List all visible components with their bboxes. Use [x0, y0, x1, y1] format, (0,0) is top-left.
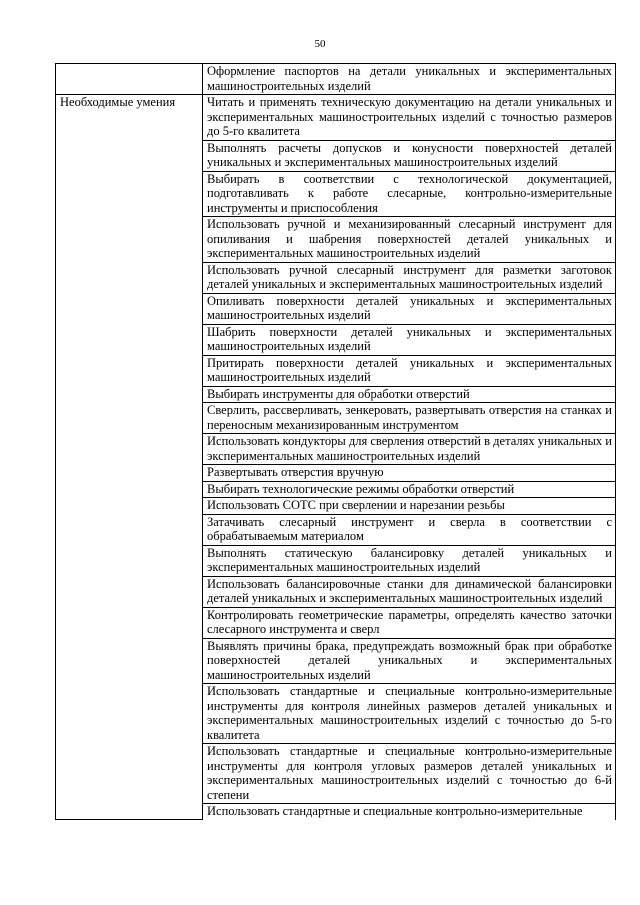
- table-cell: Выбирать в соответствии с технологической документацией, подготавливать к работе слесарные, контрольно-измерительные инструменты и приспособления: [203, 171, 616, 217]
- table-cell: Выявлять причины брака, предупреждать возможный брак при обработке поверхностей деталей уникальных и экспериментальных машиностроительных изделий: [203, 638, 616, 684]
- table-cell: Опиливать поверхности деталей уникальных и экспериментальных машиностроительных изделий: [203, 293, 616, 324]
- table-cell: Выбирать инструменты для обработки отверстий: [203, 386, 616, 403]
- section-label: Необходимые умения: [56, 95, 203, 820]
- table-cell: Выбирать технологические режимы обработки отверстий: [203, 481, 616, 498]
- table-cell: Затачивать слесарный инструмент и сверла в соответствии с обрабатываемым материалом: [203, 514, 616, 545]
- table-cell: Оформление паспортов на детали уникальных и экспериментальных машиностроительных изделий: [203, 64, 616, 95]
- table-cell: Использовать стандартные и специальные контрольно-измерительные инструменты для контроля угловых размеров деталей уникальных и экспериментальных машиностроительных изделий с точностью до 6-й степени: [203, 744, 616, 804]
- table-cell: Использовать стандартные и специальные контрольно-измерительные: [203, 804, 616, 820]
- table-cell: Читать и применять техническую документацию на детали уникальных и экспериментальных машиностроительных изделий с точностью размеров до 5-го квалитета: [203, 95, 616, 141]
- table-cell: Сверлить, рассверливать, зенкеровать, развертывать отверстия на станках и переносным механизированным инструментом: [203, 403, 616, 434]
- table-cell: Использовать СОТС при сверлении и нарезании резьбы: [203, 498, 616, 515]
- table-cell: Использовать ручной и механизированный слесарный инструмент для опиливания и шабрения поверхностей деталей уникальных и экспериментальных машиностроительных изделий: [203, 217, 616, 263]
- table-row: [56, 95, 616, 141]
- table-cell: Использовать стандартные и специальные контрольно-измерительные инструменты для контроля линейных размеров деталей уникальных и экспериментальных машиностроительных изделий с точностью до 5-го квалитета: [203, 684, 616, 744]
- table-cell: Выполнять статическую балансировку деталей уникальных и экспериментальных машиностроительных изделий: [203, 545, 616, 576]
- table-cell: Использовать балансировочные станки для динамической балансировки деталей уникальных и экспериментальных машиностроительных изделий: [203, 576, 616, 607]
- table-cell: Притирать поверхности деталей уникальных и экспериментальных машиностроительных изделий: [203, 355, 616, 386]
- table-cell: Контролировать геометрические параметры, определять качество заточки слесарного инструмента и сверл: [203, 607, 616, 638]
- skills-table: [55, 63, 616, 820]
- table-cell: Развертывать отверстия вручную: [203, 465, 616, 482]
- table-row: [56, 64, 616, 95]
- page-number: 50: [314, 38, 326, 50]
- table-cell: Использовать ручной слесарный инструмент для разметки заготовок деталей уникальных и экспериментальных машиностроительных изделий: [203, 262, 616, 293]
- table-cell: Шабрить поверхности деталей уникальных и экспериментальных машиностроительных изделий: [203, 324, 616, 355]
- table-cell: Использовать кондукторы для сверления отверстий в деталях уникальных и экспериментальных машиностроительных изделий: [203, 434, 616, 465]
- table-cell: Выполнять расчеты допусков и конусности поверхностей деталей уникальных и экспериментальных машиностроительных изделий: [203, 140, 616, 171]
- label-cell-empty: [56, 64, 203, 95]
